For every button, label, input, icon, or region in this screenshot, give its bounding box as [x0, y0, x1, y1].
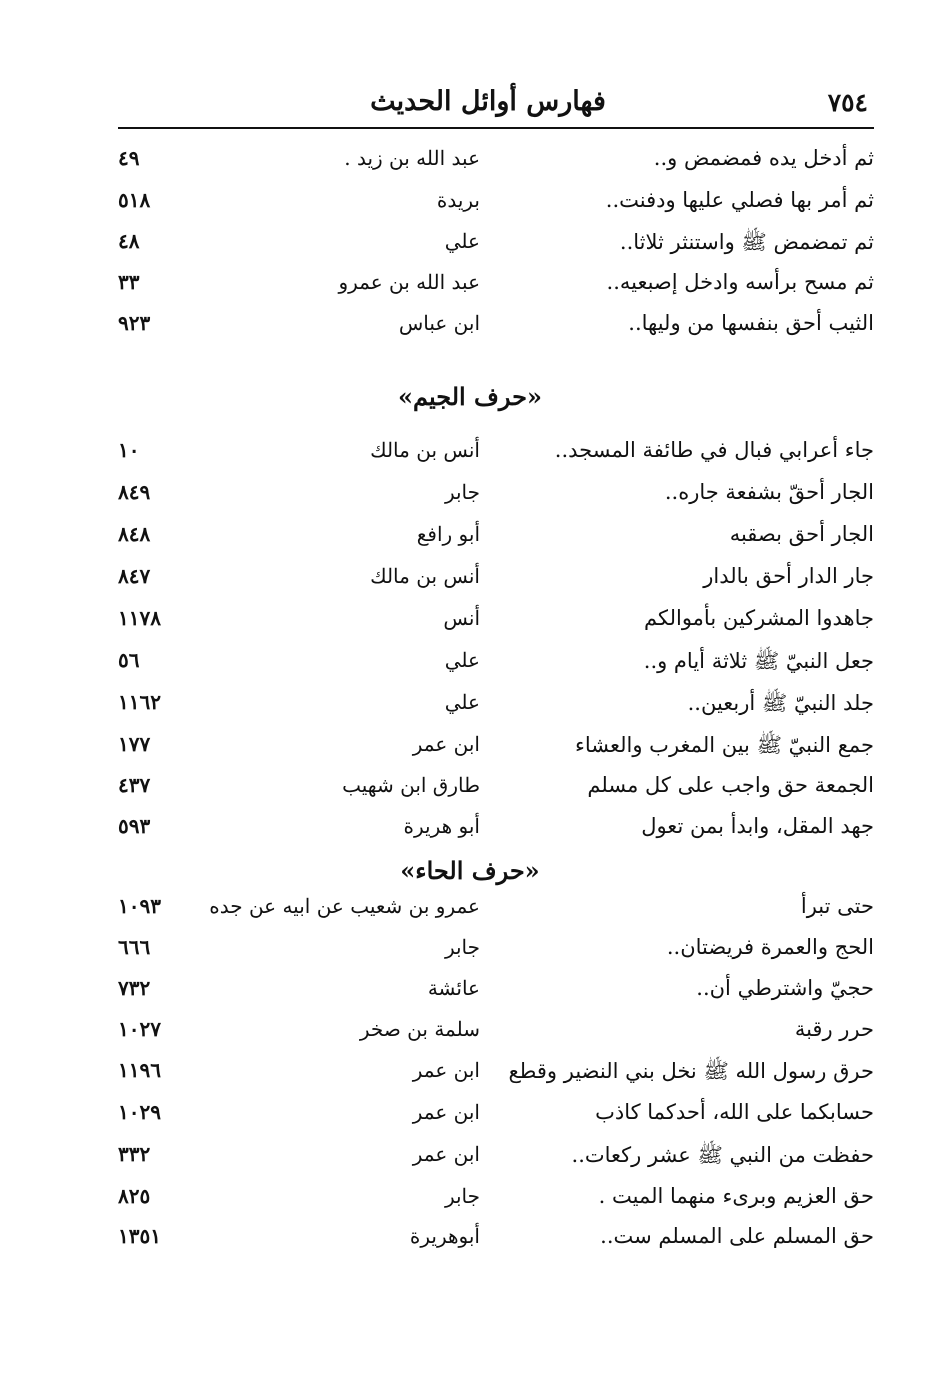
- hadith-opening: ثم مسح برأسه وادخل إصبعيه..: [606, 270, 874, 294]
- index-entry: [0, 1017, 934, 1053]
- page-reference: ٥٦: [118, 648, 140, 672]
- index-entry: [0, 564, 934, 600]
- page-header: [118, 82, 874, 128]
- page-reference: ٨٤٨: [118, 522, 151, 546]
- index-entry: [0, 1224, 934, 1260]
- narrator: ابن عمر: [412, 1142, 480, 1166]
- hadith-opening: ثم أمر بها فصلي عليها ودفنت..: [605, 188, 874, 212]
- narrator: ابن عمر: [412, 732, 480, 756]
- page-number: ٧٥٤: [827, 88, 868, 117]
- narrator: أبو رافع: [416, 522, 480, 546]
- narrator: أنس بن مالك: [370, 564, 480, 588]
- hadith-opening: الحج والعمرة فريضتان..: [666, 935, 874, 959]
- index-entry: [0, 480, 934, 516]
- hadith-opening: ثم أدخل يده فمضمض و..: [653, 146, 874, 170]
- hadith-opening: الجار أحقّ بشفعة جاره..: [664, 480, 874, 504]
- narrator: عائشة: [427, 976, 480, 1000]
- hadith-opening: جلد النبيّ ﷺ أربعين..: [687, 691, 874, 715]
- index-entry: [0, 894, 934, 930]
- index-entry: [0, 146, 934, 182]
- page-reference: ١٠٢٧: [118, 1017, 161, 1041]
- hadith-opening: جار الدار أحق بالدار: [703, 564, 874, 588]
- index-entry: [0, 732, 934, 768]
- narrator: ابن عباس: [398, 311, 480, 335]
- page-reference: ٥٩٣: [118, 814, 151, 838]
- page-reference: ٤٨: [118, 229, 140, 253]
- index-entry: [0, 1100, 934, 1136]
- hadith-opening: الجار أحق بصقبه: [729, 522, 874, 546]
- page-reference: ١٠٢٩: [118, 1100, 161, 1124]
- hadith-opening: حرق رسول الله ﷺ نخل بني النضير وقطع: [508, 1059, 874, 1083]
- index-entry: [0, 438, 934, 474]
- narrator: ابن عمر: [412, 1058, 480, 1082]
- hadith-opening: جعل النبيّ ﷺ ثلاثة أيام و..: [643, 649, 874, 673]
- index-entry: [0, 1058, 934, 1094]
- page-reference: ١٧٧: [118, 732, 151, 756]
- page-reference: ١١٦٢: [118, 690, 161, 714]
- narrator: علي: [444, 690, 480, 714]
- narrator: طارق ابن شهيب: [342, 773, 480, 797]
- header-rule: [118, 127, 874, 129]
- page-reference: ٦٦٦: [118, 935, 151, 959]
- page-reference: ٣٣٢: [118, 1142, 151, 1166]
- narrator: عبد الله بن عمرو: [338, 270, 480, 294]
- index-entry: [0, 1142, 934, 1178]
- hadith-opening: ثم تمضمض ﷺ واستنثر ثلاثا..: [619, 230, 874, 254]
- section-heading: «حرف الحاء»: [400, 856, 540, 885]
- page-reference: ٥١٨: [118, 188, 151, 212]
- hadith-opening: جهد المقل، وابدأ بمن تعول: [641, 814, 874, 838]
- page-reference: ١٠٩٣: [118, 894, 161, 918]
- hadith-opening: جاء أعرابي فبال في طائفة المسجد..: [554, 438, 874, 462]
- index-entry: [0, 935, 934, 971]
- hadith-opening: جمع النبيّ ﷺ بين المغرب والعشاء: [575, 733, 874, 757]
- hadith-opening: حق العزيم وبرىء منهما الميت .: [598, 1184, 874, 1208]
- narrator: أبو هريرة: [403, 814, 480, 838]
- page-reference: ٨٤٩: [118, 480, 151, 504]
- index-entry: [0, 773, 934, 809]
- index-entry: [0, 229, 934, 265]
- index-entry: [0, 270, 934, 306]
- page-reference: ٤٣٧: [118, 773, 151, 797]
- hadith-opening: حسابكما على الله، أحدكما كاذب: [595, 1100, 874, 1124]
- page-reference: ٧٣٢: [118, 976, 151, 1000]
- narrator: جابر: [444, 1184, 480, 1208]
- section-heading: «حرف الجيم»: [398, 382, 542, 411]
- hadith-opening: حق المسلم على المسلم ست..: [600, 1224, 874, 1248]
- page-reference: ١١٩٦: [118, 1058, 161, 1082]
- page-reference: ٣٣: [118, 270, 140, 294]
- page-reference: ٨٢٥: [118, 1184, 151, 1208]
- narrator: جابر: [444, 935, 480, 959]
- page-title: فهارس أوائل الحديث: [370, 86, 606, 117]
- index-entry: [0, 311, 934, 347]
- narrator: أبوهريرة: [409, 1224, 480, 1248]
- narrator: أنس: [443, 606, 480, 630]
- page-reference: ١٠: [118, 438, 140, 462]
- index-entry: [0, 188, 934, 224]
- narrator: سلمة بن صخر: [359, 1017, 480, 1041]
- page-reference: ٤٩: [118, 146, 140, 170]
- index-entry: [0, 976, 934, 1012]
- hadith-opening: حتى تبرأ: [800, 894, 874, 918]
- page-reference: ٩٢٣: [118, 311, 151, 335]
- hadith-opening: جاهدوا المشركين بأموالكم: [644, 606, 874, 630]
- index-entry: [0, 522, 934, 558]
- hadith-opening: حجيّ واشترطي أن..: [696, 976, 874, 1000]
- hadith-opening: حرر رقبة: [794, 1017, 874, 1041]
- index-entry: [0, 648, 934, 684]
- hadith-opening: الثيب أحق بنفسها من وليها..: [628, 311, 874, 335]
- hadith-opening: حفظت من النبي ﷺ عشر ركعات..: [571, 1143, 874, 1167]
- narrator: عمرو بن شعيب عن ابيه عن جده: [209, 894, 480, 918]
- narrator: ابن عمر: [412, 1100, 480, 1124]
- narrator: بريدة: [436, 188, 480, 212]
- narrator: علي: [444, 648, 480, 672]
- index-entry: [0, 606, 934, 642]
- narrator: جابر: [444, 480, 480, 504]
- page-reference: ٨٤٧: [118, 564, 151, 588]
- hadith-opening: الجمعة حق واجب على كل مسلم: [587, 773, 874, 797]
- index-entry: [0, 690, 934, 726]
- page-reference: ١٣٥١: [118, 1224, 161, 1248]
- narrator: أنس بن مالك: [370, 438, 480, 462]
- narrator: عبد الله بن زيد .: [344, 146, 480, 170]
- index-entry: [0, 814, 934, 850]
- index-entry: [0, 1184, 934, 1220]
- narrator: علي: [444, 229, 480, 253]
- page-reference: ١١٧٨: [118, 606, 161, 630]
